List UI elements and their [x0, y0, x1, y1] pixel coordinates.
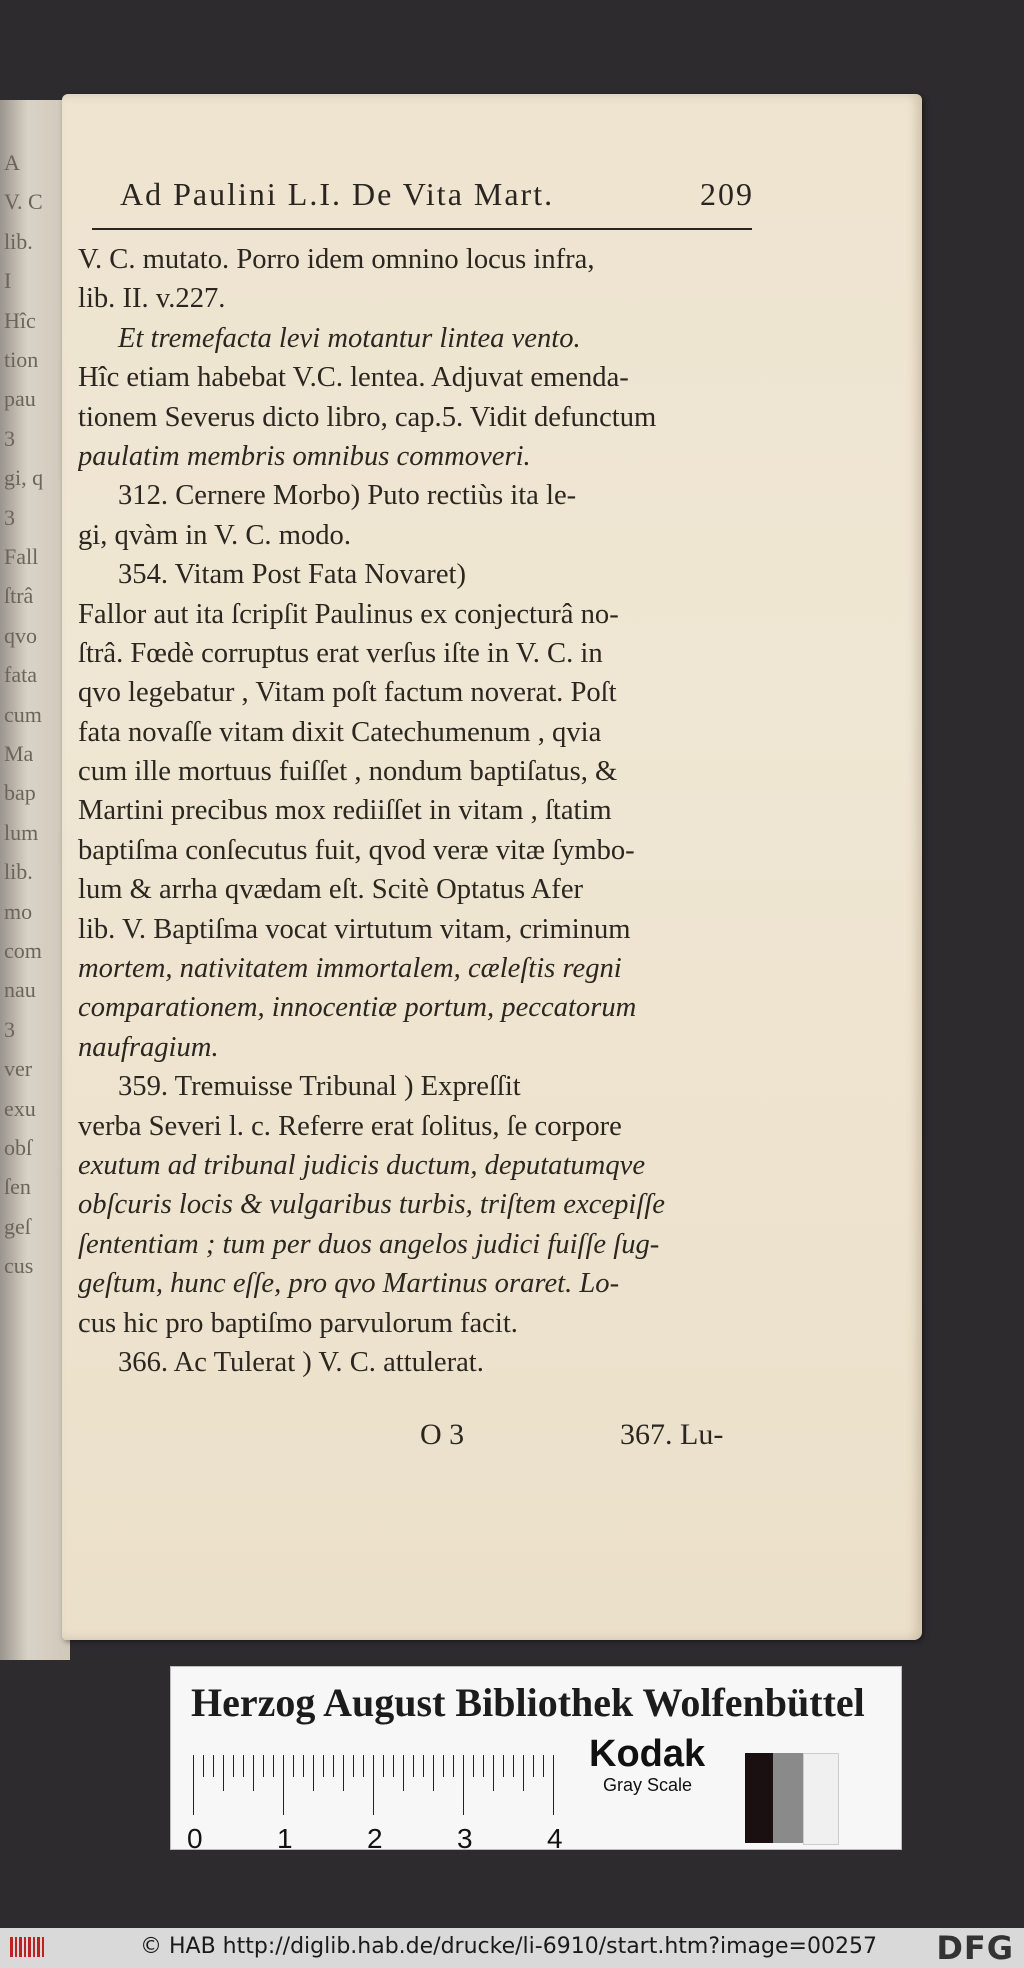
left-page-fragment: lib.	[4, 228, 33, 254]
scale-label: 4	[547, 1823, 563, 1854]
kodak-logo: Kodak	[589, 1733, 706, 1775]
scale-tick	[413, 1755, 414, 1777]
gray-patch-dark	[745, 1753, 773, 1843]
text-line: 366. Ac Tulerat ) V. C. attulerat.	[118, 1346, 484, 1378]
scale-label: 2	[367, 1823, 383, 1854]
scale-label: 0	[187, 1823, 203, 1854]
scale-tick	[353, 1755, 354, 1777]
scale-tick	[313, 1755, 314, 1791]
left-page-fragment: V. C	[4, 189, 43, 215]
scale-tick	[523, 1755, 524, 1791]
scale-tick	[223, 1755, 224, 1791]
text-line: 354. Vitam Post Fata Novaret)	[118, 559, 466, 591]
scale-major-tick	[283, 1755, 284, 1815]
scale-tick	[503, 1755, 504, 1777]
scale-label: 1	[277, 1823, 293, 1854]
text-line: mortem, nativitatem immortalem, cæleſtis regni	[78, 953, 622, 985]
scale-tick	[483, 1755, 484, 1777]
text-line: tionem Severus dicto libro, cap.5. Vidit defunctum	[78, 401, 657, 433]
left-page-fragment: pau	[4, 386, 36, 412]
text-line: ſtrâ. Fœdè corruptus erat verſus iſte in V. C. in	[78, 637, 603, 669]
text-line: exutum ad tribunal judicis ductum, deputatumqve	[78, 1149, 646, 1181]
scale-tick	[233, 1755, 234, 1777]
left-page-fragment: ſen	[4, 1174, 31, 1200]
scale-tick	[383, 1755, 384, 1777]
ruler-scale	[187, 1735, 563, 1854]
left-page-fragment: 3	[4, 425, 15, 451]
left-page-fragment: fata	[4, 662, 37, 688]
left-page-fragment: lib.	[4, 859, 33, 885]
scale-tick	[333, 1755, 334, 1777]
scale-tick	[323, 1755, 324, 1777]
left-page-fragment: ver	[4, 1056, 33, 1082]
text-line: lib. II. v.227.	[78, 283, 226, 315]
left-page-fragment: 3	[4, 1016, 15, 1042]
text-line: comparationem, innocentiæ portum, peccatorum	[78, 992, 637, 1024]
scale-tick	[453, 1755, 454, 1777]
left-page-fragment: A	[4, 150, 20, 175]
copyright-url[interactable]: © HAB http://diglib.hab.de/drucke/li-6910/start.htm?image=00257	[140, 1934, 877, 1959]
text-line: 312. Cernere Morbo) Puto rectiùs ita le-	[118, 480, 577, 512]
footer-bar	[0, 1928, 1024, 1968]
text-line: lum & arrha qvædam eſt. Scitè Optatus Afer	[78, 874, 584, 906]
header-title: Ad Paulini L.I. De Vita Mart.	[120, 176, 555, 212]
scale-tick	[443, 1755, 444, 1777]
scale-tick	[513, 1755, 514, 1777]
scale-major-tick	[553, 1755, 554, 1815]
text-line: gi, qvàm in V. C. modo.	[78, 519, 351, 551]
text-line: Hîc etiam habebat V.C. lentea. Adjuvat emenda-	[78, 362, 629, 394]
left-page-fragment: com	[4, 938, 42, 963]
left-page-fragment: gi, q	[4, 465, 44, 491]
left-page-fragment: Ma	[4, 741, 34, 766]
left-page-fragment: Hîc	[4, 307, 36, 333]
left-page-fragment: mo	[4, 898, 33, 924]
text-line: Martini precibus mox rediiſſet in vitam , ſtatim	[78, 795, 612, 827]
scale-major-tick	[463, 1755, 464, 1815]
header-rule	[92, 228, 752, 230]
text-line: geſtum, hunc eſſe, pro qvo Martinus oraret. Lo-	[78, 1268, 620, 1300]
scale-tick	[543, 1755, 544, 1777]
text-line: V. C. mutato. Porro idem omnino locus infra,	[78, 244, 595, 275]
gray-scale-label: Gray Scale	[603, 1775, 693, 1795]
text-line: paulatim membris omnibus commoveri.	[78, 440, 531, 472]
scale-tick	[473, 1755, 474, 1777]
left-page-fragment: tion	[4, 347, 39, 372]
scale-tick	[253, 1755, 254, 1791]
left-page-fragment: cus	[4, 1253, 34, 1279]
scale-tick	[213, 1755, 214, 1777]
text-line: naufragium.	[78, 1031, 219, 1063]
gray-patch-mid	[773, 1753, 803, 1843]
left-page-edge	[0, 100, 70, 1660]
left-page-fragment: obſ	[4, 1135, 33, 1160]
text-line: lib. V. Baptiſma vocat virtutum vitam, criminum	[78, 913, 631, 945]
left-page-fragment: bap	[4, 780, 36, 806]
left-page-fragment: cum	[4, 701, 42, 727]
gray-patch-light	[803, 1753, 839, 1845]
barcode-icon	[8, 1934, 48, 1960]
left-page-fragment: qvo	[4, 622, 37, 648]
scale-tick	[433, 1755, 434, 1791]
page-number: 209	[700, 176, 754, 212]
left-page-fragment: geſ	[4, 1213, 31, 1239]
signature-mark: O 3	[420, 1418, 465, 1451]
scale-label: 3	[457, 1823, 473, 1854]
scale-tick	[293, 1755, 294, 1777]
text-line: verba Severi l. c. Referre erat ſolitus, ſe corpore	[78, 1110, 622, 1142]
left-page-fragment: lum	[4, 819, 39, 845]
scale-tick	[203, 1755, 204, 1777]
dfg-logo: DFG	[936, 1929, 1014, 1967]
scale-tick	[243, 1755, 244, 1777]
text-line: Et tremefacta levi motantur lintea vento.	[118, 322, 581, 354]
scale-tick	[533, 1755, 534, 1777]
scale-tick	[363, 1755, 364, 1777]
text-line: qvo legebatur , Vitam poſt factum noverat. Poſt	[78, 677, 617, 709]
text-line: cus hic pro baptiſmo parvulorum facit.	[78, 1307, 518, 1339]
scale-tick	[303, 1755, 304, 1777]
left-page-fragment: Fall	[4, 544, 39, 569]
running-header	[120, 176, 754, 220]
scale-major-tick	[193, 1755, 194, 1815]
text-line: baptiſma conſecutus fuit, qvod veræ vitæ ſymbo-	[78, 834, 635, 866]
scale-tick	[493, 1755, 494, 1791]
text-line: Fallor aut ita ſcripſit Paulinus ex conjecturâ no-	[78, 598, 619, 630]
institution-name: Herzog August Bibliothek Wolfenbüttel	[191, 1680, 865, 1725]
left-page-fragment: nau	[4, 977, 36, 1003]
left-page-fragment: I	[4, 268, 12, 294]
page-text	[78, 240, 758, 1382]
text-line: cum ille mortuus fuiſſet , nondum baptiſatus, &	[78, 756, 618, 788]
scale-major-tick	[373, 1755, 374, 1815]
text-line: 359. Tremuisse Tribunal ) Expreſſit	[118, 1071, 521, 1103]
left-page-fragment: exu	[4, 1095, 36, 1121]
left-page-fragment: 3	[4, 504, 15, 530]
scale-tick	[263, 1755, 264, 1777]
text-line: fata novaſſe vitam dixit Catechumenum , qvia	[78, 716, 602, 748]
text-line: obſcuris locis & vulgaribus turbis, triſtem excepiſſe	[78, 1189, 665, 1221]
left-page-fragment: ſtrâ	[4, 583, 34, 609]
scale-tick	[273, 1755, 274, 1777]
scale-tick	[393, 1755, 394, 1777]
color-calibration-card	[170, 1666, 902, 1854]
scale-tick	[343, 1755, 344, 1791]
text-line: ſententiam ; tum per duos angelos judici fuiſſe ſug-	[78, 1228, 660, 1260]
scale-tick	[423, 1755, 424, 1777]
scale-tick	[403, 1755, 404, 1791]
catchword: 367. Lu-	[620, 1418, 724, 1451]
